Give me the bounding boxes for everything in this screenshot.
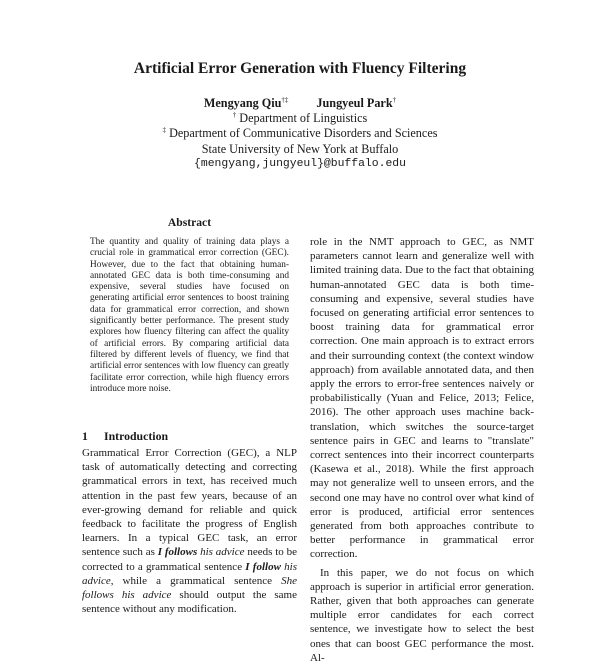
right-paragraph-1: role in the NMT approach to GEC, as NMT parameters cannot learn and generalize well with limited training data. Due to the fact that obtaining human-annotated GEC data is both time-consuming and expensive, several studies have focused on generating artificial error sentences to boost training data for grammatical error correction. One main approach is to extract errors and their surrounding context (the context window approach) from available annotated data, and then apply the errors to error-free sentences naively or probabilistically (Yuan and Felice, 2013; Felice, 2016). The other approach uses machine back-translation, which switches the source-target sentence pairs in GEC and learns to "translate" correct sentences into their incorrect counterparts (Kasewa et al., 2018). While the first approach may not generalize well to unseen errors, and the second one may have no control over what kind of error is produced, artificial error sentences generated from both approaches contribute to better performance in grammatical error correction. — [310, 236, 534, 561]
affiliation-3: State University of New York at Buffalo — [201, 141, 399, 156]
abstract-heading: Abstract — [167, 216, 212, 229]
author-1: Mengyang Qiu†‡ — [203, 96, 289, 110]
affiliation-1: † Department of Linguistics — [232, 111, 368, 126]
author-block — [0, 96, 600, 172]
right-paragraph-2: In this paper, we do not focus on which approach is superior in artificial error generation. Rather, given that both approaches can generate multiple error candidates for each correct sentence, we investigate how to select the best ones that can boost GEC performance the most. Al- — [310, 566, 534, 664]
paper-title: Artificial Error Generation with Fluency Filtering — [133, 60, 467, 77]
author-names — [0, 96, 600, 111]
right-column — [310, 235, 534, 665]
intro-paragraph: Grammatical Error Correction (GEC), a NLP task of automatically detecting and correcting grammatical errors in text, has received much attention in the past few years, because of an ever-growing demand for reliable and quick feedback to facilitate the progress of English learners. In a typical GEC task, an error sentence such as I follows his advice needs to be corrected to a grammatical sentence I follow his advice, while a grammatical sentence She follows his advice should output the same sentence without any modification. — [82, 447, 297, 616]
author-2: Jungyeul Park† — [316, 96, 397, 110]
abstract-text: The quantity and quality of training data plays a crucial role in grammatical error correction (GEC). However, due to the fact that obtaining human-annotated GEC data is both time-consuming and expensive, several studies have focused on generating artificial error sentences to boost training data for grammatical error correction, and shown significantly better performance. The present study explores how fluency filtering can affect the quality of artificial errors. By comparing artificial data filtered by different levels of fluency, we find that artificial error sentences with low fluency can greatly facilitate error correction, while high fluency errors introduce more noise. — [90, 237, 289, 394]
intro-heading: 1 Introduction — [82, 429, 169, 443]
author-email: {mengyang,jungyeul}@buffalo.edu — [194, 157, 406, 170]
example-correct: I follow — [245, 560, 281, 573]
example-error: I follows — [157, 546, 198, 559]
example-grammatical: She follows his advice — [82, 574, 297, 602]
affiliation-2: ‡ Department of Communicative Disorders and Sciences — [162, 126, 438, 141]
